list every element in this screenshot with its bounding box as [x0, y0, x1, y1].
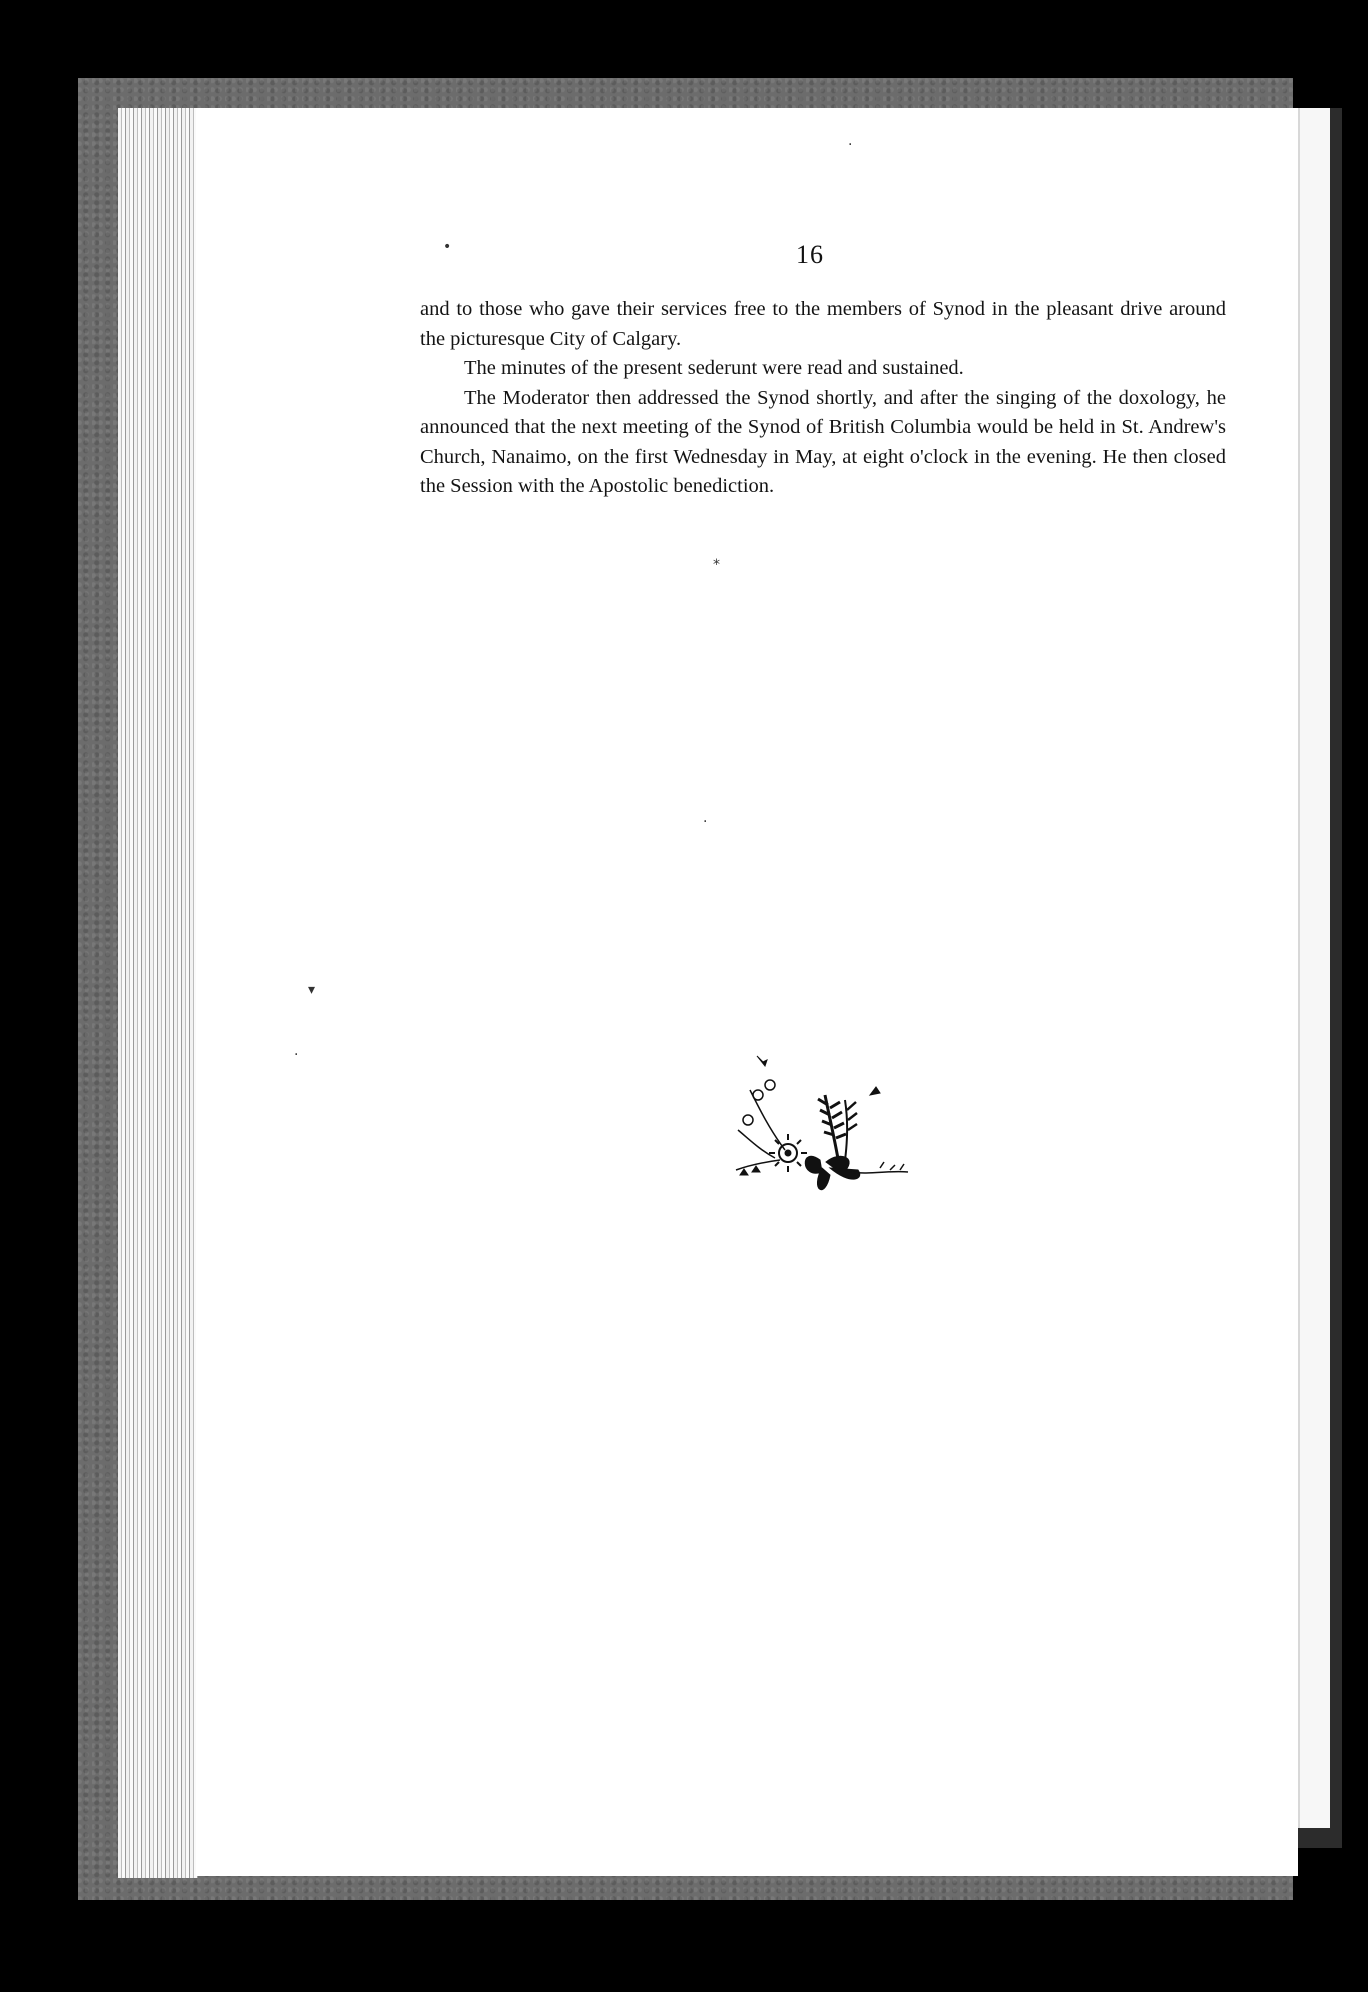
- right-page-strip: [1298, 108, 1330, 1828]
- scan-speck: ·: [703, 814, 708, 830]
- page-number: 16: [796, 240, 824, 269]
- paragraph-2: The minutes of the present sederunt were read and sustained.: [464, 357, 964, 379]
- floral-ornament-icon: [730, 1050, 915, 1205]
- paragraph-1: and to those who gave their services free to the members of Synod in the pleasant drive around the picturesque City of Calgary.: [420, 298, 1226, 350]
- scan-speck: ▾: [308, 982, 316, 998]
- scan-speck: ·: [294, 1047, 299, 1063]
- scan-speck: *: [713, 557, 720, 573]
- scan-speck: •: [443, 239, 452, 255]
- scan-speck: ·: [848, 137, 853, 153]
- page-edges: [118, 108, 198, 1878]
- paragraph-3: The Moderator then addressed the Synod shortly, and after the singing of the doxology, he announced that the next meeting of the Synod of British Columbia would be held in St. Andrew's Church, Nanaimo, on the first Wednesday in May, at eight o'clock in the evening. He then closed the Session with the Apostolic benediction.: [420, 386, 1226, 497]
- body-text: [420, 295, 1226, 502]
